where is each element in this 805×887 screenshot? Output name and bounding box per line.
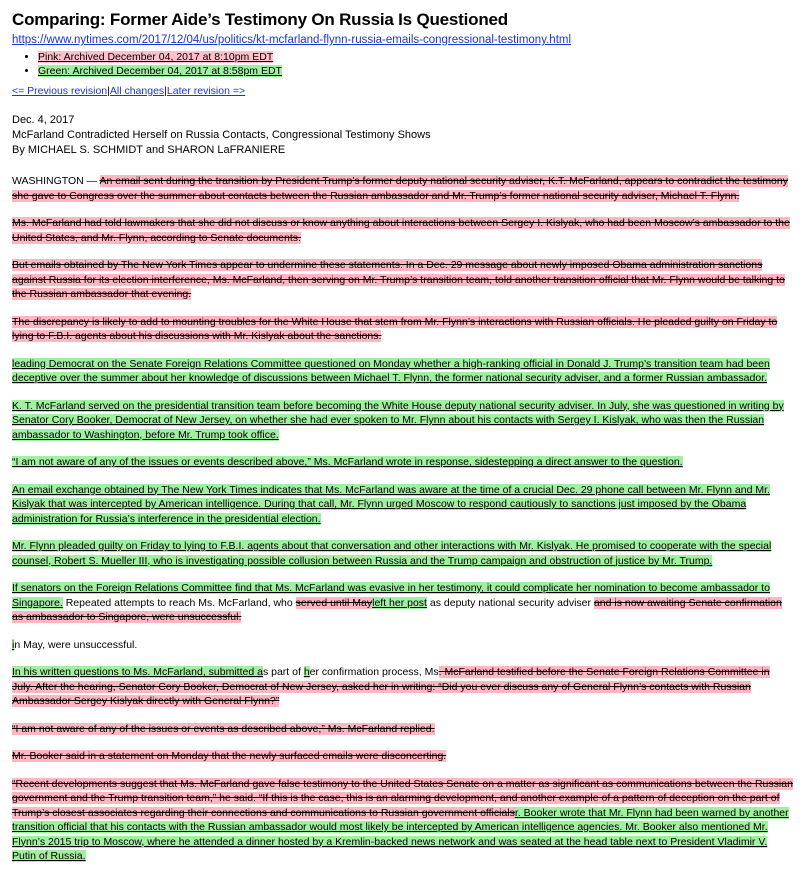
article-paragraph bbox=[12, 722, 793, 737]
article-paragraph bbox=[12, 258, 793, 302]
legend-item-green bbox=[38, 65, 793, 78]
article-headline: McFarland Contradicted Herself on Russia Contacts, Congressional Testimony Shows bbox=[12, 129, 431, 141]
previous-revision-link[interactable]: <= Previous revision bbox=[12, 85, 108, 97]
article-paragraph bbox=[12, 777, 793, 864]
article-paragraph bbox=[12, 638, 793, 653]
legend-item-pink bbox=[38, 51, 793, 64]
article-meta bbox=[12, 113, 793, 158]
legend-label-pink: Pink: Archived December 04, 2017 at 8:10pm EDT bbox=[38, 51, 274, 63]
inserted-text: In his written questions to Ms. McFarland, submitted a bbox=[12, 666, 263, 678]
page-title: Comparing: Former Aide’s Testimony On Russia Is Questioned bbox=[12, 10, 508, 29]
article-body bbox=[12, 174, 793, 864]
article-paragraph bbox=[12, 455, 793, 470]
article-byline: By MICHAEL S. SCHMIDT and SHARON LaFRANIERE bbox=[12, 144, 286, 156]
article-paragraph bbox=[12, 749, 793, 764]
source-url-link[interactable]: https://www.nytimes.com/2017/12/04/us/politics/kt-mcfarland-flynn-russia-emails-congressional-testimony.html bbox=[12, 34, 572, 46]
deleted-text: . McFarland testified before the Senate Foreign Relations Committee in July. After the hearing, Senator Cory Booker, Democrat of New Jersey, asked her in writing: “Did you ever discuss any of General Flynn’s contacts with Russian Ambassador Sergey Kislyak directly with General Flynn?” bbox=[12, 666, 770, 707]
deleted-text: An email sent during the transition by President Trump’s former deputy national security adviser, K.T. McFarland, appears to contradict the testimony she gave to Congress over the summer about contacts between the Russian ambassador and Mr. Trump’s former national security adviser, Michael T. Flynn. bbox=[12, 175, 788, 202]
inserted-text: r. Booker wrote that Mr. Flynn had been warned by another transition official that his contacts with the Russian ambassador would most likely be intercepted by American intelligence agencies. Mr. Booker also mentioned Mr. Flynn’s 2015 trip to Moscow, where he attended a dinner hosted by a Kremlin-backed news network and was seated at the head table next to President Vladimir V. Putin of Russia. bbox=[12, 806, 789, 862]
inserted-text: Mr. Flynn pleaded guilty on Friday to lying to F.B.I. agents about that conversation and other interactions with Mr. Kislyak. He promised to cooperate with the special counsel, Robert S. Mueller III, who is investigating possible collusion between Russia and the Trump campaign and obstruction of justice by Mr. Trump. bbox=[12, 540, 772, 567]
deleted-text: But emails obtained by The New York Times appear to undermine these statements. In a Dec. 29 message about newly imposed Obama administration sanctions against Russia for its election interference, Ms. McFarland, then serving on Mr. Trump’s transition team, told another transition official that Mr. Flynn would be talking to the Russian ambassador that evening. bbox=[12, 259, 785, 300]
unchanged-text: Repeated attempts to reach Ms. McFarland, who bbox=[62, 596, 296, 609]
inserted-text: If senators on the Foreign Relations Committee find that Ms. McFarland was evasive in her testimony, it could complicate her nomination to become ambassador to Singapore. bbox=[12, 582, 770, 609]
article-paragraph bbox=[12, 174, 793, 203]
inserted-text: K. T. McFarland served on the presidential transition team before becoming the White House deputy national security adviser. In July, she was questioned in writing by Senator Cory Booker, Democrat of New Jersey, on whether she had ever spoken to Mr. Flynn about his contacts with Sergey I. Kislyak, who was then the Russian ambassador to Washington, before Mr. Trump took office. bbox=[12, 399, 784, 441]
unchanged-text: er confirmation process, Ms bbox=[309, 666, 439, 678]
article-paragraph bbox=[12, 216, 793, 245]
article-paragraph bbox=[12, 539, 793, 568]
deleted-text: “Recent developments suggest that Ms. McFarland gave false testimony to the United States Senate on a matter as significant as communications between the Russian government and the Trump transition team,” he said. “If this is the case, this is an alarming development, and another example of a pattern of deception on the part of Trump’s closest associates regarding their connections and communications to Russian government officials bbox=[12, 777, 793, 819]
legend-label-green: Green: Archived December 04, 2017 at 8:58pm EDT bbox=[38, 65, 282, 77]
unchanged-text: as deputy national security adviser bbox=[426, 596, 594, 609]
article-paragraph bbox=[12, 665, 793, 709]
later-revision-link[interactable]: Later revision => bbox=[166, 85, 246, 97]
deleted-text: and is now awaiting Senate confirmation as ambassador to Singapore, were unsuccessful. bbox=[12, 596, 782, 623]
article-paragraph bbox=[12, 483, 793, 527]
deleted-text: “I am not aware of any of the issues or events as described above,” Ms. McFarland replied. bbox=[12, 722, 435, 735]
inserted-text: leading Democrat on the Senate Foreign Relations Committee questioned on Monday whether a high-ranking official in Donald J. Trump’s transition team had been deceptive over the summer about her knowledge of discussions between Michael T. Flynn, the former national security adviser, and a former Russian ambassador. bbox=[12, 357, 770, 384]
revision-nav bbox=[12, 85, 793, 97]
nav-separator-2: | bbox=[164, 85, 167, 97]
inserted-text: h bbox=[303, 666, 310, 678]
inserted-text: “I am not aware of any of the issues or events described above,” Ms. McFarland wrote in response, sidestepping a direct answer to the question. bbox=[12, 456, 683, 468]
archive-legend bbox=[12, 51, 793, 78]
unchanged-text: n May, were unsuccessful. bbox=[14, 638, 138, 651]
deleted-text: Ms. McFarland had told lawmakers that she did not discuss or know anything about interactions between Sergey I. Kislyak, who had been Moscow’s ambassador to the United States, and Mr. Flynn, according to Senate documents. bbox=[12, 217, 790, 244]
deleted-text: The discrepancy is likely to add to mounting troubles for the White House that stem from Mr. Flynn’s interactions with Russian officials. He pleaded guilty on Friday to lying to F.B.I. agents about his discussions with Mr. Kislyak about the sanctions. bbox=[12, 315, 778, 342]
deleted-text: Mr. Booker said in a statement on Monday that the newly surfaced emails were disconcerting. bbox=[12, 750, 447, 762]
inserted-text: left her post bbox=[372, 596, 427, 609]
inserted-text: An email exchange obtained by The New York Times indicates that Ms. McFarland was aware at the time of a crucial Dec. 29 phone call between Mr. Flynn and Mr. Kislyak that was intercepted by American intelligence. During that call, Mr. Flynn urged Moscow to respond cautiously to sanctions just imposed by the Obama administration for Russia’s interference in the presidential election. bbox=[12, 483, 770, 525]
article-paragraph bbox=[12, 581, 793, 625]
unchanged-text: s part of bbox=[262, 666, 304, 678]
deleted-text: served until May bbox=[295, 596, 373, 609]
article-paragraph bbox=[12, 399, 793, 443]
all-changes-link[interactable]: All changes bbox=[109, 85, 165, 97]
nav-separator-1: | bbox=[107, 85, 110, 97]
article-paragraph bbox=[12, 315, 793, 344]
article-paragraph bbox=[12, 357, 793, 386]
unchanged-text: WASHINGTON — bbox=[12, 175, 100, 187]
article-date: Dec. 4, 2017 bbox=[12, 114, 75, 126]
inserted-text: i bbox=[12, 638, 15, 651]
